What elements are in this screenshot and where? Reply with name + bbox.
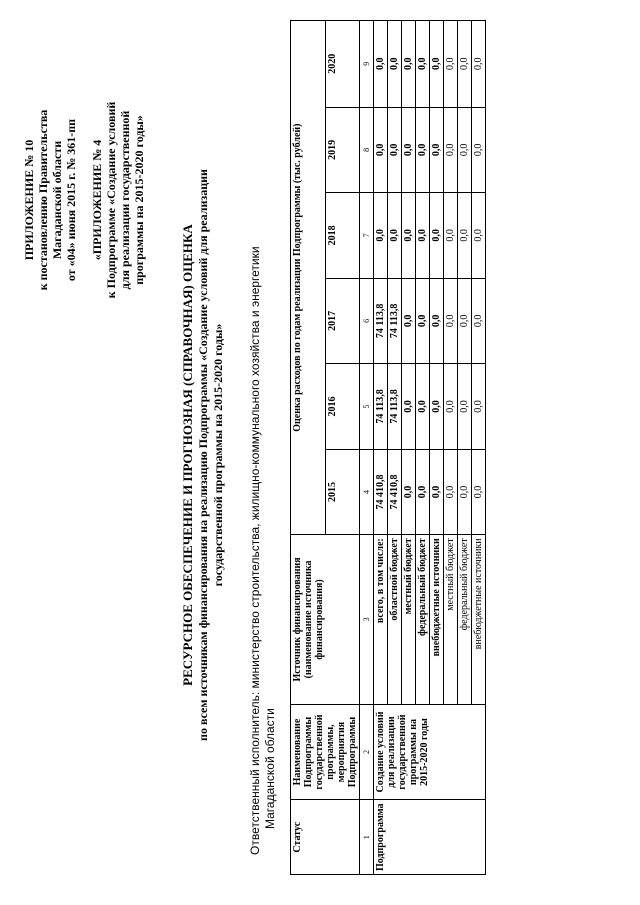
value-cell: 0,0 — [402, 449, 416, 535]
value-cell: 74 113,8 — [374, 278, 388, 364]
value-cell: 0,0 — [388, 107, 402, 193]
value-cell: 0,0 — [458, 278, 472, 364]
header-name: Наименование Подпрограммы государственной программы, мероприятия Подпрограммы — [291, 704, 360, 800]
value-cell: 0,0 — [402, 107, 416, 193]
value-cell: 0,0 — [416, 21, 430, 108]
financing-table — [290, 20, 486, 875]
header-year: 2019 — [325, 107, 360, 193]
value-cell: 0,0 — [374, 107, 388, 193]
value-cell: 74 410,8 — [374, 449, 388, 535]
value-cell: 0,0 — [388, 21, 402, 108]
source-cell: федеральный бюджет — [416, 535, 430, 704]
value-cell: 0,0 — [444, 107, 458, 193]
value-cell: 74 410,8 — [388, 449, 402, 535]
value-cell: 0,0 — [402, 21, 416, 108]
responsible-line: Ответственный исполнитель: министерство строительства, жилищно-коммунального хозяйства и энергетики — [248, 246, 262, 855]
value-cell: 0,0 — [402, 193, 416, 279]
value-cell: 0,0 — [416, 278, 430, 364]
value-cell: 0,0 — [416, 364, 430, 450]
appendix-inner-number: «ПРИЛОЖЕНИЕ № 4 — [90, 139, 104, 261]
value-cell: 0,0 — [458, 364, 472, 450]
value-cell: 0,0 — [472, 449, 486, 535]
value-cell: 74 113,8 — [374, 364, 388, 450]
appendix-number: ПРИЛОЖЕНИЕ № 10 — [22, 139, 36, 261]
column-number-row — [360, 21, 374, 875]
column-number: 7 — [360, 193, 374, 279]
header-year: 2020 — [325, 21, 360, 108]
column-number: 6 — [360, 278, 374, 364]
column-number: 3 — [360, 535, 374, 704]
appendix-inner-ref: программы на 2015-2020 годы» — [132, 115, 146, 285]
appendix-ref-line: Магаданской области — [50, 140, 64, 260]
table-row — [374, 21, 388, 875]
appendix-ref-line: к постановлению Правительства — [36, 109, 50, 291]
source-cell: всего, в том числе: — [374, 535, 388, 704]
status-cell: Подпрограмма — [374, 800, 486, 875]
document-subtitle: по всем источникам финансирования на реализацию Подпрограммы «Создание условий для реализации — [196, 169, 210, 741]
value-cell: 0,0 — [472, 193, 486, 279]
value-cell: 0,0 — [416, 449, 430, 535]
value-cell: 0,0 — [388, 193, 402, 279]
value-cell: 74 113,8 — [388, 278, 402, 364]
value-cell: 0,0 — [430, 364, 444, 450]
header-status: Статус — [291, 800, 360, 875]
source-cell: местный бюджет — [444, 535, 458, 704]
column-number: 4 — [360, 449, 374, 535]
value-cell: 74 113,8 — [388, 364, 402, 450]
value-cell: 0,0 — [458, 21, 472, 108]
value-cell: 0,0 — [374, 21, 388, 108]
value-cell: 0,0 — [472, 278, 486, 364]
appendix-inner-ref: к Подпрограмме «Создание условий — [104, 101, 118, 299]
value-cell: 0,0 — [458, 193, 472, 279]
value-cell: 0,0 — [430, 449, 444, 535]
column-number: 8 — [360, 107, 374, 193]
document-title: РЕСУРСНОЕ ОБЕСПЕЧЕНИЕ И ПРОГНОЗНАЯ (СПРАВОЧНАЯ) ОЦЕНКА — [180, 224, 195, 686]
value-cell: 0,0 — [444, 364, 458, 450]
value-cell: 0,0 — [472, 21, 486, 108]
column-number: 9 — [360, 21, 374, 108]
value-cell: 0,0 — [444, 193, 458, 279]
value-cell: 0,0 — [458, 449, 472, 535]
header-year: 2016 — [325, 364, 360, 450]
header-estimate: Оценка расходов по годам реализации Подпрограммы (тыс. рублей) — [291, 21, 326, 535]
appendix-block — [22, 15, 146, 385]
value-cell: 0,0 — [472, 364, 486, 450]
value-cell: 0,0 — [402, 364, 416, 450]
value-cell: 0,0 — [444, 21, 458, 108]
source-cell: местный бюджет — [402, 535, 416, 704]
source-cell: областной бюджет — [388, 535, 402, 704]
header-year: 2018 — [325, 193, 360, 279]
value-cell: 0,0 — [416, 193, 430, 279]
column-number: 1 — [360, 800, 374, 875]
source-cell: федеральный бюджет — [458, 535, 472, 704]
document-title-block — [180, 155, 226, 755]
value-cell: 0,0 — [430, 193, 444, 279]
header-year: 2015 — [325, 449, 360, 535]
value-cell: 0,0 — [472, 107, 486, 193]
appendix-inner-ref: для реализации государственной — [118, 110, 132, 290]
value-cell: 0,0 — [430, 107, 444, 193]
program-name-cell: Создание условий для реализации государственной программы на 2015-2020 годы — [374, 704, 486, 800]
value-cell: 0,0 — [430, 278, 444, 364]
value-cell: 0,0 — [458, 107, 472, 193]
value-cell: 0,0 — [374, 193, 388, 279]
appendix-date: от «04» июня 2015 г. № 361-пп — [64, 118, 78, 282]
header-row — [291, 21, 326, 875]
column-number: 5 — [360, 364, 374, 450]
responsible-line: Магаданской области — [263, 708, 277, 829]
value-cell: 0,0 — [416, 107, 430, 193]
value-cell: 0,0 — [430, 21, 444, 108]
document-subtitle: государственной программы на 2015-2020 годы» — [211, 323, 225, 587]
header-source: Источник финансирования (наименование источника финансирования) — [291, 535, 360, 704]
value-cell: 0,0 — [444, 278, 458, 364]
source-cell: внебюджетные источники — [430, 535, 444, 704]
header-year: 2017 — [325, 278, 360, 364]
value-cell: 0,0 — [444, 449, 458, 535]
source-cell: внебюджетные источники — [472, 535, 486, 704]
value-cell: 0,0 — [402, 278, 416, 364]
spacer — [78, 15, 90, 385]
column-number: 2 — [360, 704, 374, 800]
responsible-executor — [248, 35, 278, 855]
